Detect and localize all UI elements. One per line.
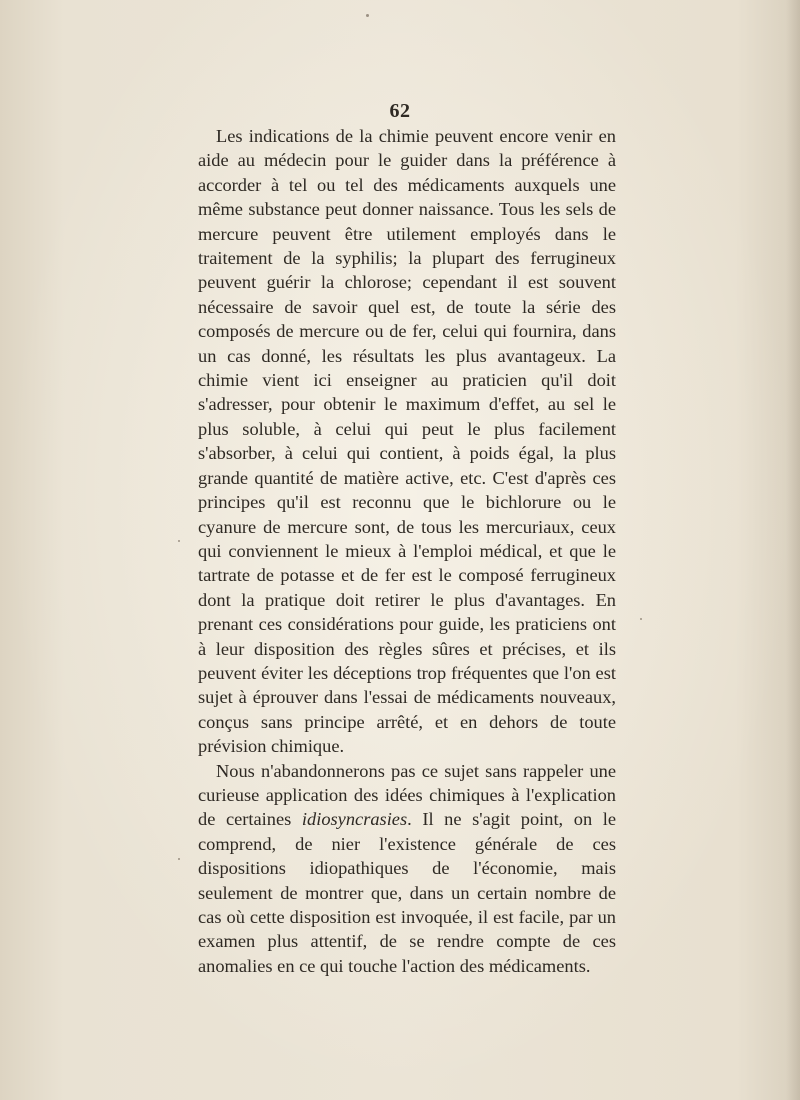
paragraph-chemistry-indications: Les indications de la chimie peuvent encore venir en aide au médecin pour le guider dans la préférence à accorder à tel ou tel des médicaments auxquels une même substance peut donner naissance. Tous les sels de mercure peuvent être utilement employés dans le traitement de la syphilis; la plupart des ferrugineux peuvent guérir la chlorose; cependant il est souvent nécessaire de savoir quel est, de toute la série des composés de mercure ou de fer, celui qui fournira, dans un cas donné, les résultats les plus avantageux. La chimie vient ici enseigner au praticien qu'il doit s'adresser, pour obtenir le maximum d'effet, au sel le plus soluble, à celui qui peut le plus facilement s'absorber, à celui qui contient, à poids égal, la plus grande quantité de matière active, etc. C'est d'après ces principes qu'il est reconnu que le bichlorure ou le cyanure de mercure sont, de tous les mercuriaux, ceux qui conviennent le mieux à l'emploi médical, et que le tartrate de potasse et de fer est le composé ferrugineux dont la pratique doit retirer le plus d'avantages. En prenant ces considérations pour guide, les praticiens ont à leur disposition des règles sûres et précises, et ils peuvent éviter les déceptions trop fréquentes que l'on est sujet à éprouver dans l'essai de médicaments nouveaux, conçus sans principe arrêté, et en dehors de toute prévision chimique. — [198, 126, 616, 757]
italic-term: idiosyncrasies — [301, 809, 408, 830]
paper-speck — [178, 540, 180, 542]
paper-speck — [640, 618, 642, 620]
paper-speck — [178, 858, 180, 860]
paragraph-idiosyncrasies — [198, 759, 616, 979]
page-number: 62 — [389, 100, 411, 122]
paragraph-idiosyncrasies-end: . Il ne s'agit point, on le comprend, de nier l'existence générale de ces dispositions idiopathiques de l'économie, mais seulement de montrer que, dans un certain nombre de cas où cette disposition est invoquée, il est facile, par un examen plus attentif, de se rendre compte de ces anomalies en ce qui touche l'action des médicaments. — [198, 809, 617, 976]
page-edge-shadow — [786, 0, 800, 1100]
paragraph-idiosyncrasies-start: Nous n'abandonnerons pas ce sujet sans rappeler une curieuse application des idées chimiques à l'explication de certaines — [198, 760, 616, 830]
paper-speck — [366, 14, 369, 17]
body-text — [198, 124, 616, 978]
